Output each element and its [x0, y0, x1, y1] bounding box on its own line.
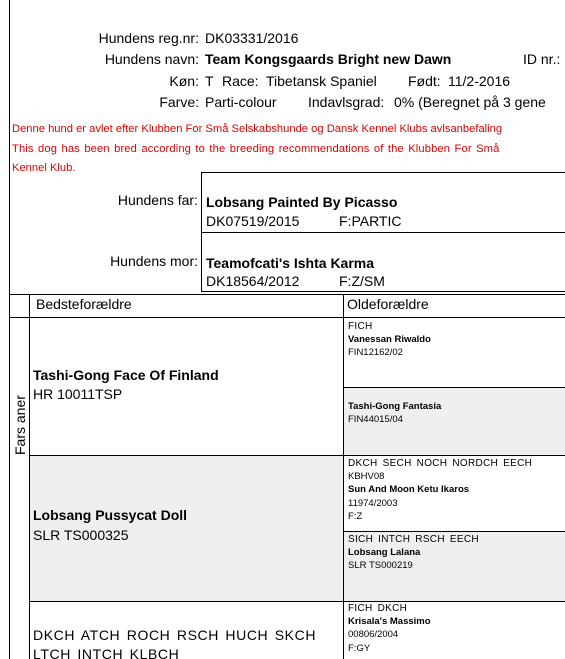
color-value: Parti-colour — [205, 94, 277, 110]
father-reg: DK07519/2015 — [206, 213, 300, 229]
side-label-fathers-line: Fars aner — [12, 395, 28, 455]
sex-label: Køn: — [169, 73, 199, 89]
sex-value: T — [205, 73, 214, 89]
father-label: Hundens far: — [117, 192, 198, 208]
reg-value: DK03331/2016 — [205, 30, 299, 46]
ggp-name: Tashi-Gong Fantasia — [348, 401, 442, 412]
grandparent-3 — [30, 602, 343, 659]
ggp-titles: FICH DKCH — [348, 603, 408, 614]
grid-left-line — [9, 294, 10, 659]
inbreeding-value: 0% (Beregnet på 3 gene — [394, 94, 546, 110]
ggp-name: Lobsang Lalana — [348, 547, 421, 559]
grandparent-name: Lobsang Pussycat Doll — [33, 507, 188, 523]
father-color: F:PARTIC — [339, 213, 402, 229]
color-label: Farve: — [159, 94, 199, 110]
born-value: 11/2-2016 — [448, 73, 511, 89]
mother-color: F:Z/SM — [339, 273, 385, 289]
race-label: Race: — [222, 73, 259, 89]
mother-box — [201, 232, 565, 292]
grandparent-name: Tashi-Gong Face Of Finland — [33, 367, 219, 383]
grid-top-line — [9, 294, 565, 295]
race-value: Tibetansk Spaniel — [266, 73, 377, 89]
ggp-reg: FIN44015/04 — [348, 414, 403, 426]
great-grandparent-2 — [344, 388, 565, 455]
ggp-name: Vanessan Riwaldo — [348, 334, 431, 346]
great-grandparent-1 — [344, 318, 565, 387]
header-grandparents: Bedsteforældre — [36, 296, 132, 312]
reg-label: Hundens reg.nr: — [98, 30, 199, 46]
ggp-color: F:GY — [348, 642, 371, 654]
grandparent-titles: DKCH ATCH ROCH RSCH HUCH SKCH — [33, 627, 317, 643]
notice-line-end: Kennel Klub. — [12, 162, 76, 174]
great-grandparent-3 — [344, 456, 565, 531]
ggp-color: F:Z — [348, 510, 363, 522]
ggp-reg: SLR TS000219 — [348, 560, 413, 572]
name-value: Team Kongsgaards Bright new Dawn — [205, 51, 452, 67]
great-grandparent-5 — [344, 602, 565, 659]
inbreeding-label: Indavlsgrad: — [308, 94, 385, 110]
mother-label: Hundens mor: — [110, 253, 198, 269]
grandparent-1 — [30, 318, 343, 455]
grandparent-reg: HR 10011TSP — [33, 386, 123, 402]
grandparent-2 — [30, 456, 343, 601]
name-label: Hundens navn: — [104, 51, 199, 67]
ggp-titles-2: KBHV08 — [348, 471, 385, 483]
ggp-titles: DKCH SECH NOCH NORDCH EECH — [348, 458, 533, 469]
mother-reg: DK18564/2012 — [206, 273, 300, 289]
ggp-reg: 00806/2004 — [348, 629, 399, 641]
ggp-titles: SICH INTCH RSCH EECH — [348, 534, 479, 545]
ggp-reg: 11974/2003 — [348, 497, 398, 509]
ggp-reg: FIN12162/02 — [348, 347, 403, 359]
breeding-notice — [12, 120, 565, 179]
notice-line-danish: Denne hund er avlet efter Klubben For Små Selskabshunde og Dansk Kennel Klubs avlsanbefaling — [12, 123, 503, 135]
header-great-grandparents: Oldeforældre — [347, 296, 429, 312]
ggp-name: Krisala's Massimo — [348, 616, 431, 628]
grandparent-reg: SLR TS000325 — [33, 527, 129, 543]
notice-line-english: This dog has been bred according to the breeding recommendations of the Klubben For Små — [12, 142, 500, 155]
father-name: Lobsang Painted By Picasso — [206, 194, 398, 210]
great-grandparent-4 — [344, 532, 565, 601]
mother-name: Teamofcati's Ishta Karma — [206, 255, 375, 271]
ggp-name: Sun And Moon Ketu Ikaros — [348, 484, 470, 496]
father-box — [201, 172, 565, 233]
born-label: Født: — [408, 73, 441, 89]
id-label: ID nr.: — [523, 51, 561, 67]
grandparent-titles: LTCH INTCH KLBCH — [33, 646, 180, 659]
ggp-titles: FICH — [348, 321, 373, 332]
